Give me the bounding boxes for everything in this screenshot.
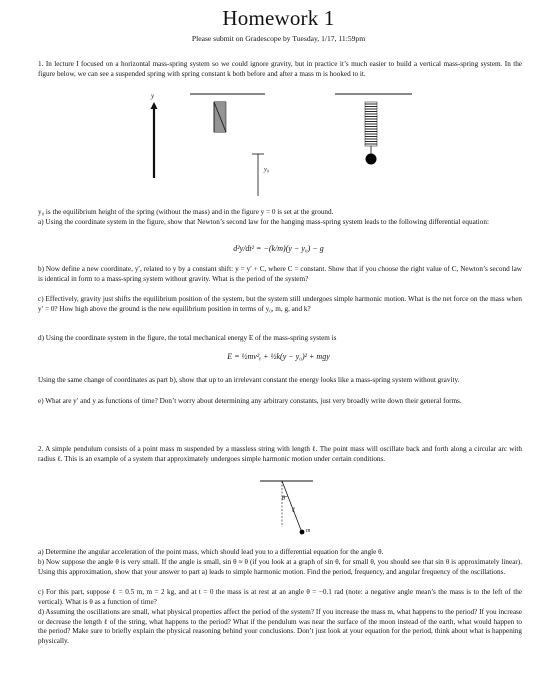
pendulum-figure	[255, 477, 335, 547]
page-subtitle: Please submit on Gradescope by Tuesday, 1/17, 11:59pm	[191, 34, 366, 43]
problem1-part-d-followup: Using the same change of coordinates as part b), show that up to an irrelevant constant the energy looks like a mass-spring system without gravity.	[38, 376, 460, 384]
problem1-intro: 1. In lecture I focused on a horizontal mass-spring system so we could ignore gravity, but in practice it’s much easier to build a vertical mass-spring system. In the figure below, we can see a suspended spring with spring constant k both before and after a mass m is hooked to it.	[38, 60, 522, 78]
problem2-part-c: c) For this part, suppose ℓ = 0.5 m, m = 2 kg, and at t = 0 the mass is at rest at an angle θ = −0.1 rad (note: a negative angle mean’s the mass is to the left of the vertical). What is θ as a function of time?	[38, 588, 522, 606]
equation-newton: d²y/dt² = −(k/m)(y − y₀) − g	[233, 244, 324, 253]
problem1-part-d: d) Using the coordinate system in the figure, the total mechanical energy E of the mass-spring system is	[38, 334, 337, 342]
problem1-part-c: c) Effectively, gravity just shifts the equilibrium position of the system, but the system still undergoes simple harmonic motion. What is the net force on the mass when y′ = 0? How high above the ground is the new equilibrium position in terms of y₀, m, g, and k?	[38, 295, 522, 313]
y-axis-label: y	[151, 92, 155, 100]
problem1-part-e: e) What are y′ and y as functions of time? Don’t worry about determining any arbitrary constants, just very broadly write down their general forms.	[38, 397, 462, 405]
problem1-part-b: b) Now define a new coordinate, y′, related to y by a constant shift: y = y′ + C, where C = constant. Show that if you choose the right value of C, Newton’s second law is identical in form to a mass-spring system without gravity. What is the period of the system?	[38, 265, 522, 283]
theta-label: θ	[282, 495, 286, 502]
spring-figure	[140, 88, 440, 203]
y0-label: y₀	[264, 166, 270, 173]
problem2-part-b: b) Now suppose the angle θ is very small. If the angle is small, sin θ ≈ θ (if you look at a graph of sin θ, for small θ, you should see that sin θ is approximately linear). Using this approximation, show that your answer to part a) leads to simple harmonic motion. Find the period, frequency, and angular frequency of the oscillations.	[38, 558, 522, 576]
ell-label: ℓ	[292, 506, 295, 514]
equation-energy: E = ½mv²ᵧ + ½k(y − y₀)² + mgy	[227, 352, 330, 361]
pendulum-bob	[300, 530, 305, 535]
problem1-part-a: a) Using the coordinate system in the figure, show that Newton’s second law for the hanging mass-spring system leads to the following differential equation:	[38, 218, 489, 226]
hanging-mass	[366, 154, 377, 165]
problem2-intro: 2. A simple pendulum consists of a point mass m suspended by a massless string with length ℓ. The point mass will oscillate back and forth along a circular arc with radius ℓ. This is an example of a system that approximately undergoes simple harmonic motion under certain conditions.	[38, 445, 522, 463]
mass-label: m	[306, 528, 311, 534]
problem2-part-d: d) Assuming the oscillations are small, what physical properties affect the period of the system? If you increase the mass m, what happens to the period? If you increase or decrease the length ℓ of the string, what happens to the period? What if the pendulum was near the surface of the moon instead of the earth, what would happen to the period? Make sure to briefly explain the physical reasoning behind your conclusions. Don’t just look at your equation for the period, think about what is happening physically.	[38, 608, 522, 645]
problem2-part-a: a) Determine the angular acceleration of the point mass, which should lead you to a differential equation for the angle θ.	[38, 548, 384, 556]
page-title: Homework 1	[222, 6, 335, 30]
problem1-y0-text: y₀ is the equilibrium height of the spring (without the mass) and in the figure y = 0 is set at the ground.	[38, 208, 334, 216]
